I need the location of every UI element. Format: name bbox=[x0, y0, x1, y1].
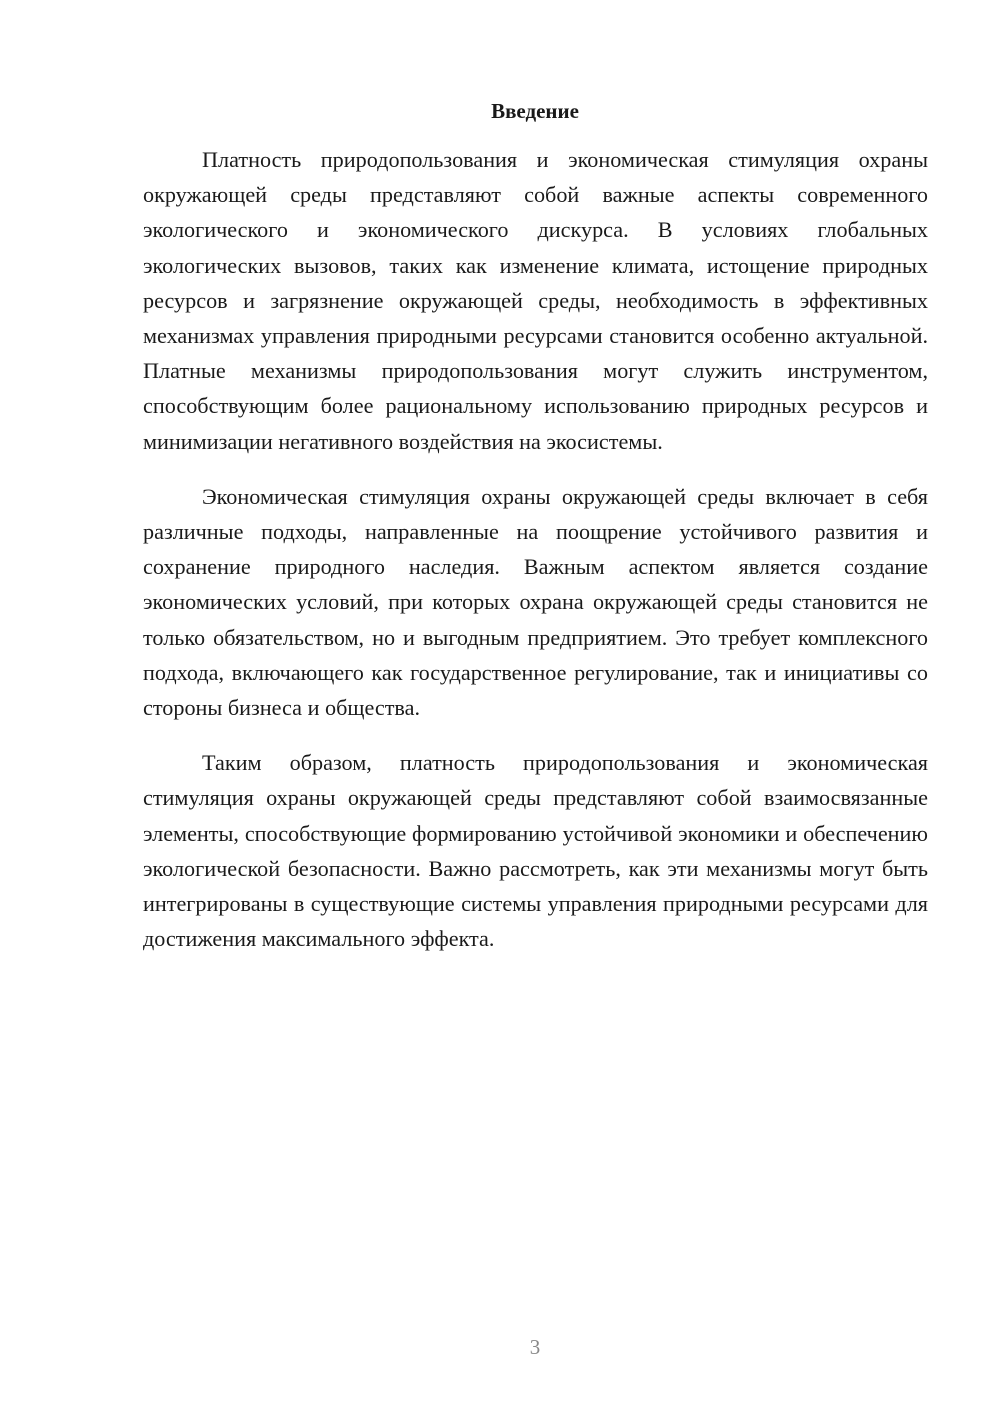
body-text bbox=[143, 142, 928, 976]
section-heading: Введение bbox=[491, 99, 579, 123]
paragraph-3: Таким образом, платность природопользования и экономическая стимуляция охраны окружающей среды представляют собой взаимосвязанные элементы, способствующие формированию устойчивой экономики и обеспечению экологической безопасности. Важно рассмотреть, как эти механизмы могут быть интегрированы в существующие системы управления природными ресурсами для достижения максимального эффекта. bbox=[143, 750, 928, 952]
paragraph-2: Экономическая стимуляция охраны окружающей среды включает в себя различные подходы, направленные на поощрение устойчивого развития и сохранение природного наследия. Важным аспектом является создание экономических условий, при которых охрана окружающей среды становится не только обязательством, но и выгодным предприятием. Это требует комплексного подхода, включающего как государственное регулирование, так и инициативы со стороны бизнеса и общества. bbox=[143, 483, 928, 721]
page-number: 3 bbox=[529, 1335, 541, 1359]
paragraph-1: Платность природопользования и экономическая стимуляция охраны окружающей среды представляют собой важные аспекты современного экологического и экономического дискурса. В условиях глобальных экологических вызовов, таких как изменение климата, истощение природных ресурсов и загрязнение окружающей среды, необходимость в эффективных механизмах управления природными ресурсами становится особенно актуальной. Платные механизмы природопользования могут служить инструментом, способствующим более рациональному использованию природных ресурсов и минимизации негативного воздействия на экосистемы. bbox=[143, 147, 928, 454]
